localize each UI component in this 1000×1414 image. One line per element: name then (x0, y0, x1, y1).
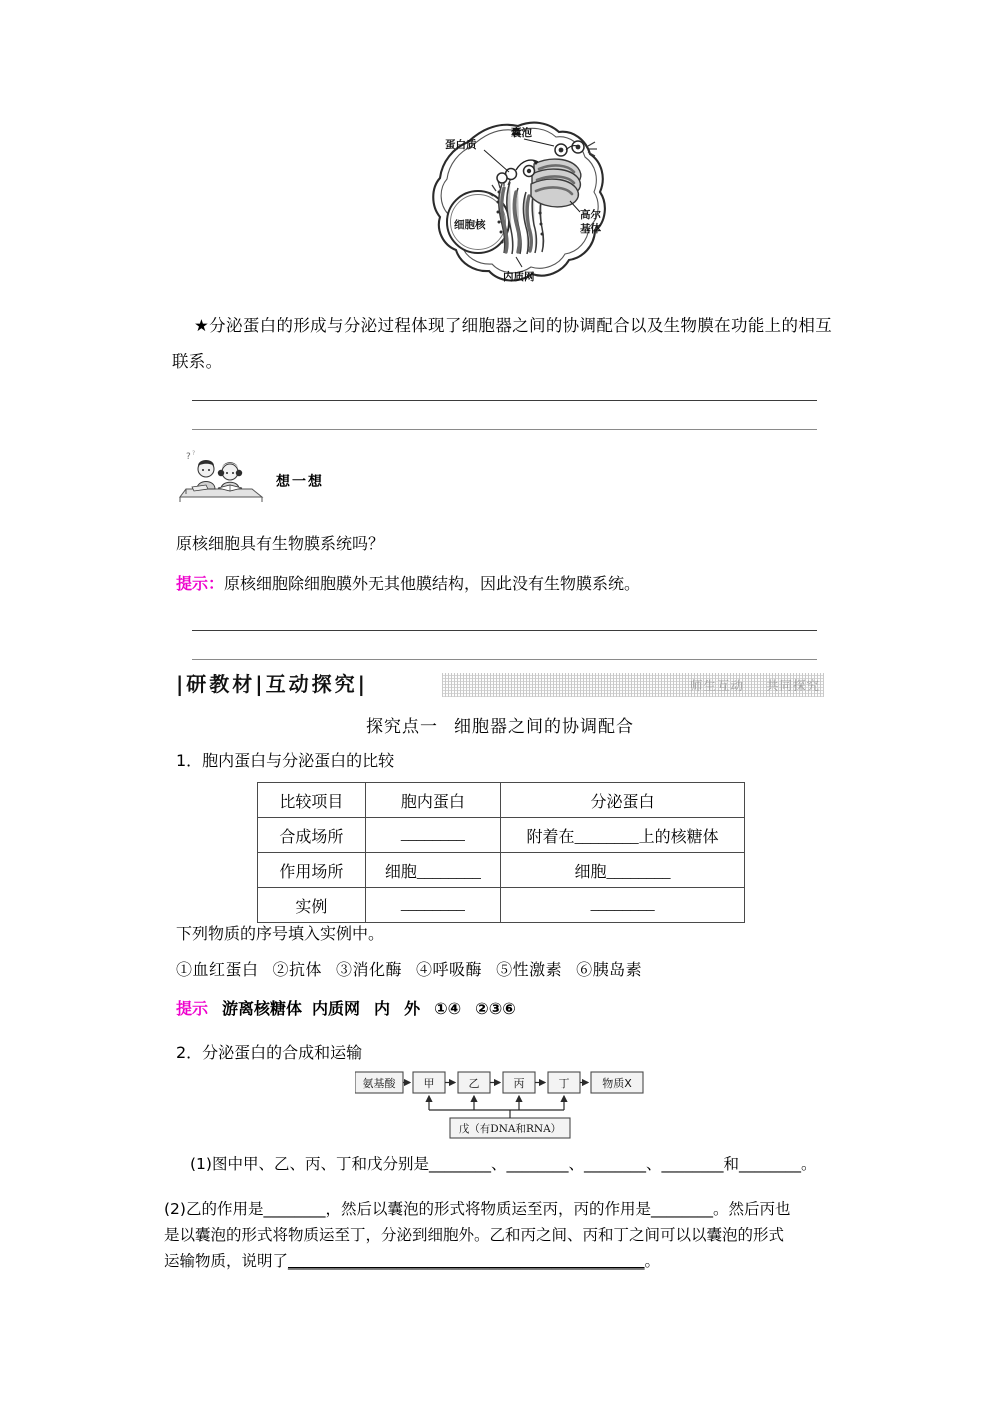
cell-action-intracellular: 细胞________ (365, 853, 500, 888)
explore-heading-right: 细胞器之间的协调配合 (454, 717, 634, 737)
flow-node-1: 甲 (423, 1077, 435, 1090)
question-1: (1)图中甲、乙、丙、丁和戊分别是________、________、________、________和________。 (190, 1155, 817, 1173)
cell-synthesis-secretory (501, 818, 745, 853)
cell-action-secretory: 细胞________ (501, 853, 745, 888)
row-label-action-site: 作用场所 (258, 853, 366, 888)
row-label-synthesis-site: 合成场所 (258, 818, 366, 853)
answer-row (176, 996, 516, 1019)
cell-synthesis-secretory-blank: ________ (574, 828, 639, 846)
think-label: 想一想 (276, 474, 324, 490)
option-list (176, 957, 642, 980)
think-block (178, 447, 508, 503)
answer-tip-label: 提示 (176, 999, 209, 1018)
star-paragraph-text: ★分泌蛋白的形成与分泌过程体现了细胞器之间的协调配合以及生物膜在功能上的相互联系。 (172, 316, 832, 371)
fill-instruction: 下列物质的序号填入实例中。 (176, 926, 385, 943)
cell-synthesis-secretory-post: 上的核糖体 (638, 828, 719, 846)
table-row (258, 818, 745, 853)
star-paragraph (172, 308, 832, 380)
think-tip (176, 572, 640, 596)
section-banner (176, 668, 824, 702)
table-header-secretory: 分泌蛋白 (501, 783, 745, 818)
figure-label-golgi-line1: 高尔 (580, 209, 601, 221)
answer-value-4: 外 (404, 999, 421, 1018)
tip-text: 原核细胞除细胞膜外无其他膜结构，因此没有生物膜系统。 (224, 574, 641, 593)
option-3: ③消化酶 (336, 962, 403, 979)
flow-node-4: 丁 (558, 1077, 570, 1090)
option-5: ⑤性激素 (496, 962, 563, 979)
banner-subtitle-right: 共同探究 (765, 678, 820, 693)
flow-feeder-node: 戊（有DNA和RNA） (458, 1123, 562, 1135)
table-header-item: 比较项目 (258, 783, 366, 818)
option-6: ⑥胰岛素 (576, 962, 643, 979)
table-row (258, 853, 745, 888)
banner-subtitle-left: 师生互动 (690, 678, 745, 693)
explore-heading-left: 探究点一 (366, 717, 438, 737)
question-2 (164, 1196, 842, 1274)
answer-rule-4 (192, 659, 817, 660)
svg-text:?: ? (186, 452, 191, 462)
figure-label-golgi-line2: 基体 (580, 223, 601, 235)
table-header-row (258, 783, 745, 818)
answer-rule-2 (192, 429, 817, 430)
question-2-line1: (2)乙的作用是________，然后以囊泡的形式将物质运至丙，丙的作用是________。然后丙也 (164, 1200, 791, 1218)
option-2: ②抗体 (272, 962, 323, 979)
figure-label-vesicle: 囊泡 (511, 127, 532, 139)
explore-item2-title: 2．分泌蛋白的合成和运输 (176, 1043, 363, 1062)
banner-subtitle (690, 676, 820, 694)
figure-label-protein: 蛋白质 (445, 139, 477, 151)
option-4: ④呼吸酶 (416, 962, 483, 979)
answer-value-3: 内 (374, 999, 391, 1018)
answer-value-5: ①④ (434, 999, 462, 1018)
banner-title: |研教材|互动探究| (176, 672, 368, 696)
answer-value-6: ②③⑥ (475, 999, 516, 1018)
thinking-students-icon (178, 447, 288, 503)
figure-label-er: 内质网 (503, 271, 535, 283)
flow-node-2: 乙 (468, 1077, 480, 1090)
cell-example-intracellular: ________ (365, 888, 500, 923)
explore-point-heading (0, 712, 1000, 737)
answer-value-2: 内质网 (312, 999, 361, 1018)
cell-diagram-figure (398, 112, 638, 297)
flow-node-3: 丙 (513, 1077, 525, 1090)
cell-example-secretory: ________ (501, 888, 745, 923)
question-2-line2: 是以囊泡的形式将物质运至丁，分泌到细胞外。乙和丙之间、丙和丁之间可以以囊泡的形式 (164, 1226, 785, 1244)
question-2-blank: ______________________________________________ (288, 1252, 645, 1270)
explore-item1-title: 1．胞内蛋白与分泌蛋白的比较 (176, 751, 395, 770)
row-label-example: 实例 (258, 888, 366, 923)
answer-value-1: 游离核糖体 (222, 999, 303, 1018)
table-row (258, 888, 745, 923)
cell-synthesis-intracellular: ________ (365, 818, 500, 853)
figure-label-nucleus: 细胞核 (454, 219, 486, 231)
table-header-intracellular: 胞内蛋白 (365, 783, 500, 818)
question-2-line3: 运输物质，说明了 (164, 1252, 289, 1270)
question-2-end: 。 (644, 1252, 661, 1270)
secretory-protein-flowchart (355, 1068, 685, 1138)
svg-text:?: ? (192, 450, 196, 457)
answer-rule-1 (192, 400, 817, 401)
option-1: ①血红蛋白 (176, 962, 259, 979)
tip-label: 提示： (176, 574, 225, 593)
comparison-table (257, 782, 745, 923)
answer-rule-3 (192, 630, 817, 631)
cell-synthesis-secretory-pre: 附着在 (526, 828, 575, 846)
flow-node-0: 氨基酸 (362, 1077, 396, 1090)
think-question: 原核细胞具有生物膜系统吗？ (176, 534, 385, 553)
flow-node-5: 物质X (602, 1077, 632, 1090)
